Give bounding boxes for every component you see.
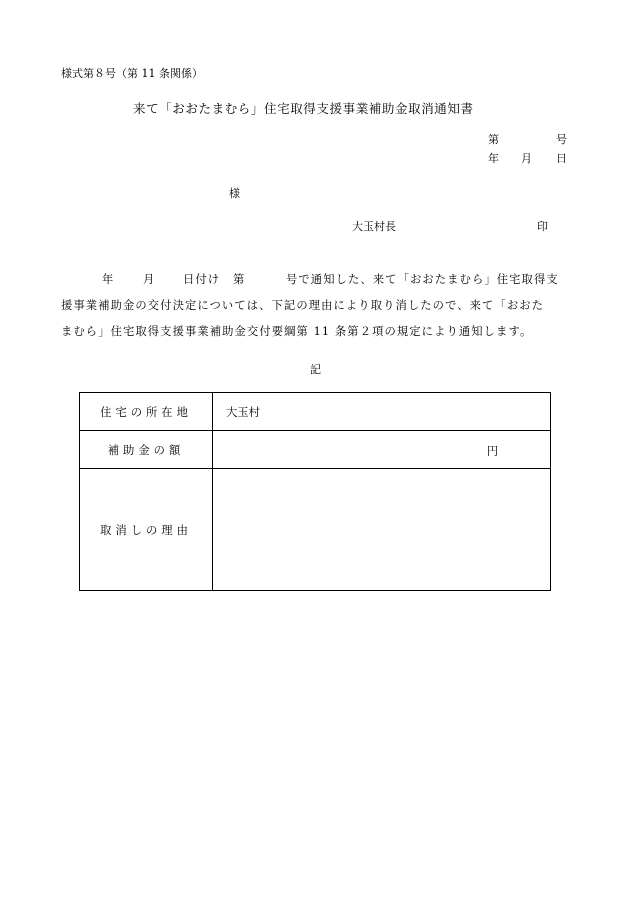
row-value-amount-cell bbox=[213, 431, 551, 469]
body-date-hidzuke: 日付け bbox=[183, 273, 221, 286]
ref-nen: 年 bbox=[488, 152, 499, 165]
ki-heading: 記 bbox=[310, 363, 321, 376]
ref-hi: 日 bbox=[556, 152, 567, 165]
form-number: 様式第８号（第 11 条関係） bbox=[61, 67, 203, 80]
row-label-amount: 補助金の額 bbox=[80, 431, 213, 469]
body-line2: 援事業補助金の交付決定については、下記の理由により取り消したので、来て「おおた bbox=[61, 299, 545, 312]
seal-mark: 印 bbox=[537, 220, 548, 233]
row-value-reason bbox=[213, 469, 551, 591]
body-date-nen: 年 bbox=[102, 273, 115, 286]
body-date-tsuki: 月 bbox=[143, 273, 156, 286]
table-row bbox=[80, 393, 551, 431]
ref-go: 号 bbox=[556, 133, 567, 146]
addressee-suffix: 様 bbox=[229, 187, 240, 200]
row-label-address: 住宅の所在地 bbox=[80, 393, 213, 431]
body-line1: 号で通知した、来て「おおたまむら」住宅取得支 bbox=[286, 273, 559, 286]
document-title: 来て「おおたまむら」住宅取得支援事業補助金取消通知書 bbox=[133, 101, 474, 116]
row-label-reason: 取消しの理由 bbox=[80, 469, 213, 591]
table-row bbox=[80, 431, 551, 469]
details-table bbox=[79, 392, 551, 591]
row-value-address: 大玉村 bbox=[213, 393, 551, 431]
body-line3: まむら」住宅取得支援事業補助金交付要綱第 11 条第２項の規定により通知します。 bbox=[61, 325, 533, 338]
body-dai: 第 bbox=[233, 273, 246, 286]
ref-dai: 第 bbox=[488, 133, 499, 146]
issuer-name: 大玉村長 bbox=[352, 220, 396, 233]
row-value-amount-unit: 円 bbox=[486, 445, 498, 458]
table-row bbox=[80, 469, 551, 591]
ref-tsuki: 月 bbox=[521, 152, 532, 165]
